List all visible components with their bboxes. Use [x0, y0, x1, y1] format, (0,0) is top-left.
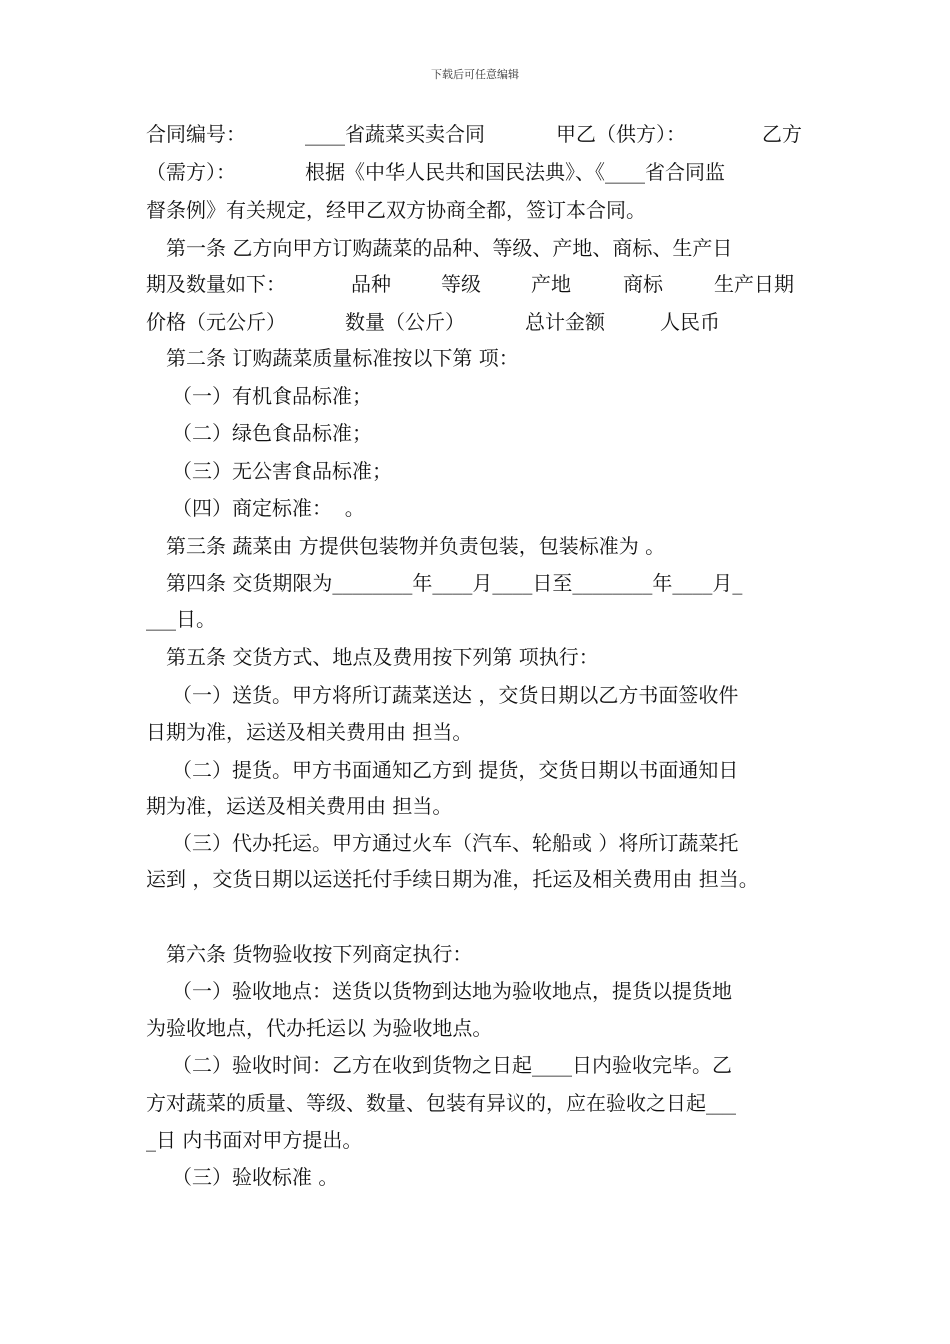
col-brand: 商标 — [623, 272, 663, 296]
article-6-item-1-continued: 为验收地点，代办托运以 为验收地点。 — [146, 1016, 493, 1040]
article-2-item-1: （一）有机食品标准； — [172, 384, 372, 408]
col-quantity: 数量（公斤） — [345, 310, 465, 334]
col-variety: 品种 — [351, 272, 391, 296]
article-6-item-2-end: _日 内书面对甲方提出。 — [146, 1128, 363, 1152]
article-2: 第二条 订购蔬菜质量标准按以下第 项： — [166, 346, 519, 370]
legal-basis-continued: 督条例》有关规定，经甲乙双方协商全都，签订本合同。 — [146, 198, 646, 222]
article-5-item-1: （一）送货。甲方将所订蔬菜送达 ，交货日期以乙方书面签收件 — [172, 683, 739, 707]
col-grade: 等级 — [441, 272, 481, 296]
article-4: 第四条 交货期限为________年____月____日至________年____月_ — [166, 571, 743, 595]
article-6: 第六条 货物验收按下列商定执行： — [166, 942, 473, 966]
party-b-label: 乙方 — [762, 122, 802, 146]
contract-title: ____省蔬菜买卖合同 — [305, 122, 485, 146]
article-2-item-3: （三）无公害食品标准； — [172, 459, 392, 483]
col-price: 价格（元公斤） — [146, 310, 286, 334]
article-4-continued: ___日。 — [146, 607, 216, 631]
article-3: 第三条 蔬菜由 方提供包装物并负责包装，包装标准为 。 — [166, 534, 666, 558]
article-1-continued: 期及数量如下： — [146, 272, 286, 296]
article-6-item-2-continued: 方对蔬菜的质量、等级、数量、包装有异议的，应在验收之日起___ — [146, 1091, 736, 1115]
page-header: 下载后可任意编辑 — [431, 68, 519, 81]
article-6-item-1: （一）验收地点：送货以货物到达地为验收地点，提货以提货地 — [172, 979, 732, 1003]
article-2-item-4: （四）商定标准： 。 — [172, 496, 365, 520]
col-origin: 产地 — [531, 272, 571, 296]
article-5-item-3: （三）代办托运。甲方通过火车（汽车、轮船或 ）将所订蔬菜托 — [172, 831, 739, 855]
article-5-item-3-continued: 运到 ，交货日期以运送托付手续日期为准，托运及相关费用由 担当。 — [146, 867, 759, 891]
article-5-item-1-continued: 日期为准，运送及相关费用由 担当。 — [146, 720, 473, 744]
article-5-item-2: （二）提货。甲方书面通知乙方到 提货，交货日期以书面通知日 — [172, 758, 739, 782]
article-1: 第一条 乙方向甲方订购蔬菜的品种、等级、产地、商标、生产日 — [166, 236, 733, 260]
col-total: 总计金额 — [525, 310, 605, 334]
article-2-item-2: （二）绿色食品标准； — [172, 421, 372, 445]
article-6-item-2: （二）验收时间：乙方在收到货物之日起____日内验收完毕。乙 — [172, 1053, 732, 1077]
party-b-role: （需方）： — [146, 160, 236, 184]
contract-number-label: 合同编号： — [146, 122, 246, 146]
legal-basis-line: 根据《中华人民共和国民法典》、《____省合同监 — [305, 160, 725, 184]
party-a-label: 甲乙（供方）： — [556, 122, 686, 146]
article-5: 第五条 交货方式、地点及费用按下列第 项执行： — [166, 645, 599, 669]
col-production-date: 生产日期 — [714, 272, 794, 296]
article-5-item-2-continued: 期为准，运送及相关费用由 担当。 — [146, 794, 453, 818]
col-rmb: 人民币 — [660, 310, 720, 334]
article-6-item-3: （三）验收标准 。 — [172, 1165, 339, 1189]
